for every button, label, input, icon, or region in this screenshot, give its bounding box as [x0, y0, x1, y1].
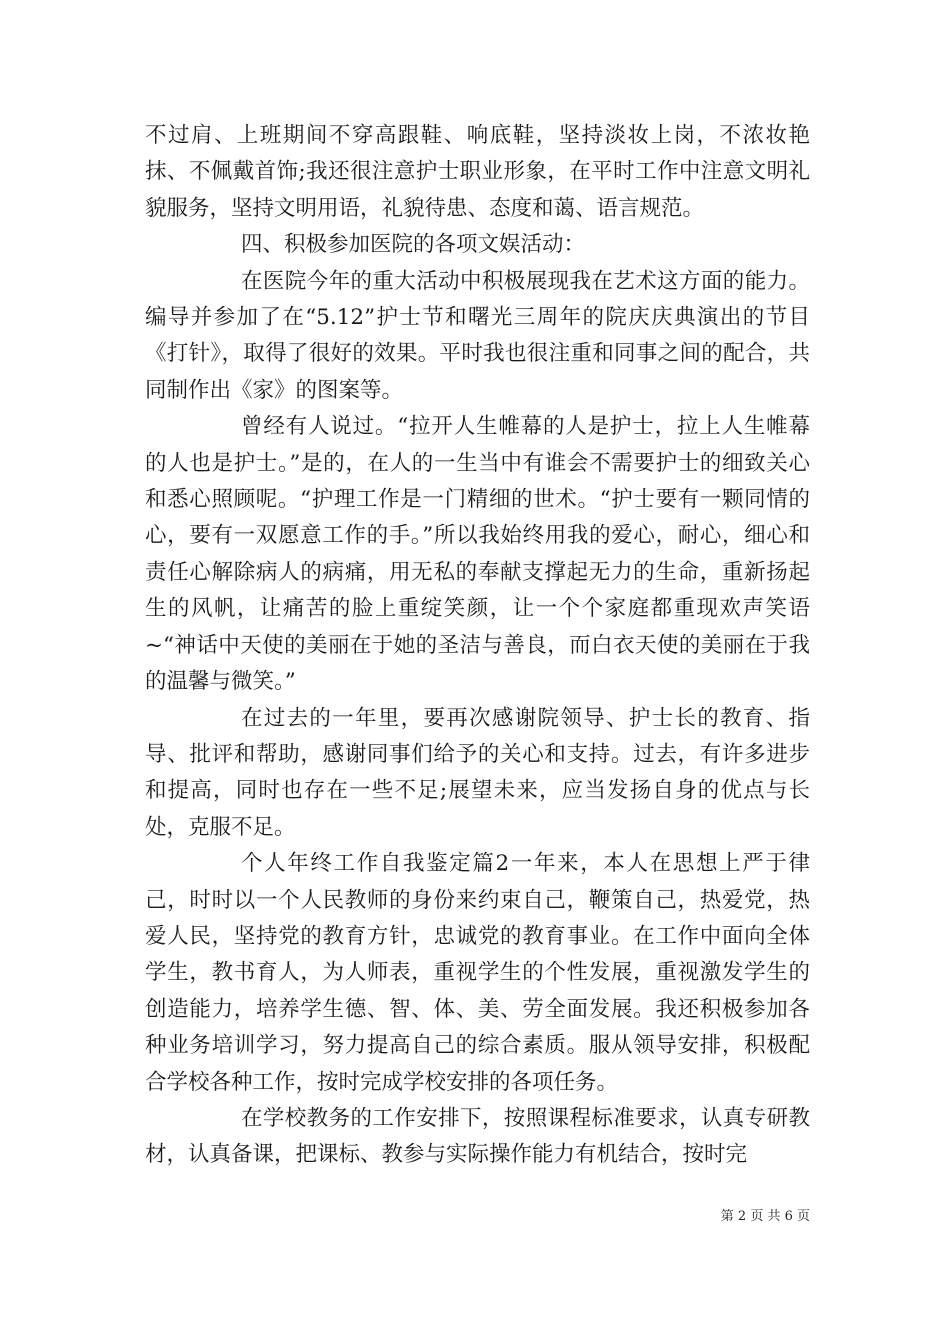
paragraph-5: 在过去的一年里，要再次感谢院领导、护士长的教育、指导、批评和帮助，感谢同事们给予的关心和支持。过去，有许多进步和提高，同时也存在一些不足;展望未来，应当发扬自身的优点与长处，克服不足。: [145, 705, 810, 840]
page-number-footer: 第 2 页 共 6 页: [720, 1209, 810, 1224]
paragraph-7: 在学校教务的工作安排下，按照课程标准要求，认真专研教材，认真备课，把课标、教参与实际操作能力有机结合，按时完: [145, 1105, 810, 1168]
body-text: [145, 118, 810, 1174]
paragraph-1: 不过肩、上班期间不穿高跟鞋、响底鞋，坚持淡妆上岗，不浓妆艳抹、不佩戴首饰;我还很注意护士职业形象，在平时工作中注意文明礼貌服务，坚持文明用语，礼貌待患、态度和蔼、语言规范。: [145, 123, 810, 221]
paragraph-4: 曾经有人说过。“拉开人生帷幕的人是护士，拉上人生帷幕的人也是护士。”是的，在人的一生当中有谁会不需要护士的细致关心和悉心照顾呢。“护理工作是一门精细的世术。“护士要有一颗同情的心，要有一双愿意工作的手。”所以我始终用我的爱心，耐心，细心和责任心解除病人的病痛，用无私的奉献支撑起无力的生命，重新扬起生的风帆，让痛苦的脸上重绽笑颜，让一个个家庭都重现欢声笑语~“神话中天使的美丽在于她的圣洁与善良，而白衣天使的美丽在于我的温馨与微笑。”: [145, 414, 810, 695]
paragraph-2-heading: 四、积极参加医院的各项文娱活动：: [241, 232, 586, 258]
paragraph-6: 个人年终工作自我鉴定篇2一年来，本人在思想上严于律己，时时以一个人民教师的身份来约束自己，鞭策自己，热爱党，热爱人民，坚持党的教育方针，忠诚党的教育事业。在工作中面向全体学生，教书育人，为人师表，重视学生的个性发展，重视激发学生的创造能力，培养学生德、智、体、美、劳全面发展。我还积极参加各种业务培训学习，努力提高自己的综合素质。服从领导安排，积极配合学校各种工作，按时完成学校安排的各项任务。: [145, 851, 810, 1095]
paragraph-3: 在医院今年的重大活动中积极展现我在艺术这方面的能力。编导并参加了在“5.12”护士节和曙光三周年的院庆庆典演出的节目《打针》，取得了很好的效果。平时我也很注重和同事之间的配合，共同制作出《家》的图案等。: [145, 268, 810, 403]
